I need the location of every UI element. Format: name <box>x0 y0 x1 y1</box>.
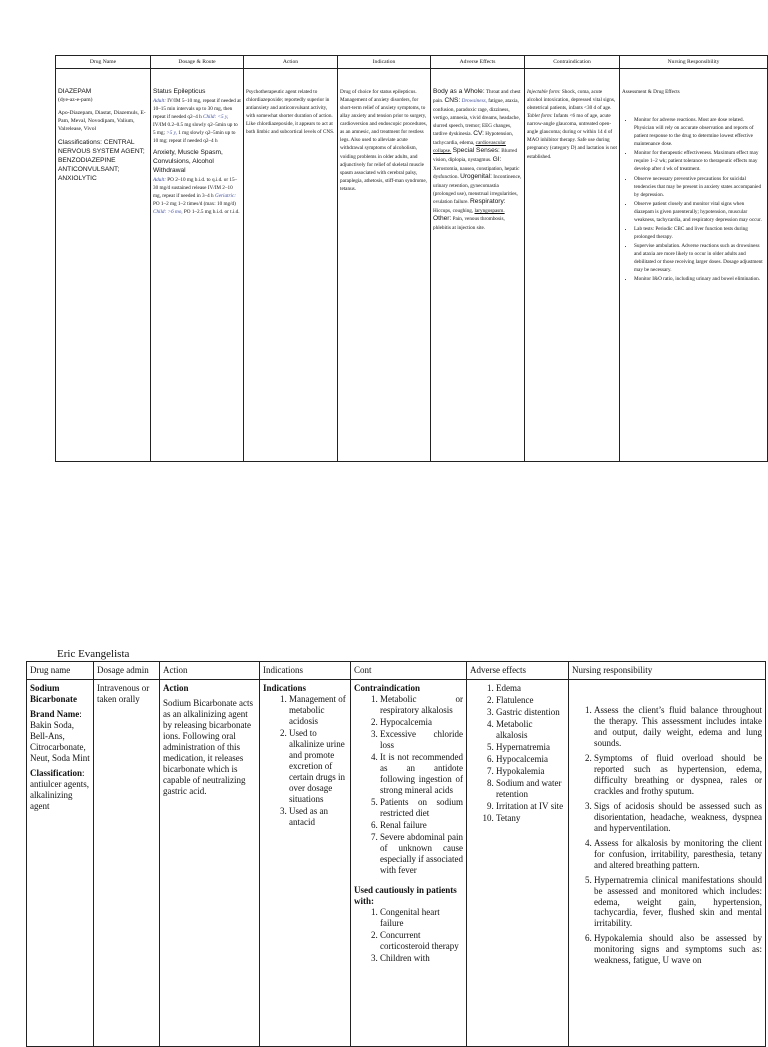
nursing-responsibility-cell <box>569 680 766 1047</box>
table-row <box>56 69 768 462</box>
list-item: 4. Metabolic alkalosis <box>496 719 565 741</box>
drug-name: Sodium Bicarbonate <box>30 683 77 704</box>
dosage-route-cell <box>151 69 244 462</box>
drug-brands: Apo-Diazepam, Diastat, Diazemuls, E-Pam, Meval, Novodipam, Valium, Valrelease, Vivol <box>58 110 146 132</box>
classification-text: antiulcer agents, alkalinizing agent <box>30 778 89 811</box>
dosage-text: PO 1–2 mg 1–2 times/d (max: 10 mg/d) <box>153 201 236 208</box>
contraindication-cell <box>525 69 620 462</box>
nursing-list <box>622 116 765 283</box>
list-item: 1. Congenital heart failure <box>380 907 463 929</box>
brand-name-block: Brand Name: Bakin Soda, Bell-Ans, Citrocarbonate, Neut, Soda Mint <box>30 708 90 763</box>
adverse-text: Xerostomia, nausea, constipation, hepatic dysfunction. <box>433 165 520 180</box>
adverse-effects-cell <box>467 680 569 1047</box>
adverse-text: Hypotension, tachycardia, edema, <box>433 130 514 146</box>
adverse-text: fatigue, ataxia, confusion, paradoxic rage, dizziness, vertigo, amnesia, vivid dreams, headache, slurred speech, tremor; EEG changes, tardive dyskinesia. <box>433 97 521 137</box>
label-child: Child: <box>153 209 167 216</box>
dosage-admin-text: Intravenous or taken orally <box>97 683 150 704</box>
list-item: • Lab tests: Periodic CBC and liver function tests during prolonged therapy. <box>634 225 765 241</box>
label-injectable-form: Injectable form: <box>527 89 561 95</box>
nursing-responsibility-cell <box>620 69 768 462</box>
list-item: 3. Sigs of acidosis should be assessed such as disorientation, headache, weakness, dyspnea and hyperventilation. <box>594 801 762 834</box>
list-item: 5. Patients on sodium restricted diet <box>380 797 463 819</box>
action-cell <box>160 680 260 1047</box>
list-item: 4. It is not recommended as an antidote following ingestion of strong mineral acids <box>380 752 463 796</box>
header-action: Action <box>160 662 260 680</box>
dosage-adult-1 <box>153 97 241 145</box>
table-header-row <box>27 662 766 680</box>
contra-title: Contraindication <box>354 683 421 693</box>
label-tablet-form: Tablet form: <box>527 113 553 120</box>
list-item: • Observe patient closely and monitor vital signs when diazepam is given parenterally; hypotension, muscular weakness, tachycardia, and respiratory depression may occur. <box>634 200 765 224</box>
dosage-admin-cell <box>94 680 160 1047</box>
contra-text: Shock, coma, acute alcohol intoxication, depressed vital signs, obstetrical patients, infants <30 d of age. <box>527 89 616 112</box>
label-urogenital: Urogenital: <box>460 172 492 180</box>
list-item: 2. Concurrent corticosteroid therapy <box>380 930 463 952</box>
label-child-age: >5 y, <box>166 130 177 137</box>
adverse-effects-list <box>470 683 565 824</box>
caution-list <box>354 907 463 964</box>
author-name: Eric Evangelista <box>57 648 130 660</box>
adverse-effects-text <box>433 88 522 232</box>
list-item: 7. Hypokalemia <box>496 766 565 777</box>
header-indications: Indications <box>260 662 351 680</box>
header-indication: Indication <box>338 56 431 69</box>
list-item: 9. Irritation at IV site <box>496 801 565 812</box>
label-child-age: <5 y, <box>217 114 229 121</box>
header-contraindication: Contraindication <box>525 56 620 69</box>
label-adult: Adult: <box>153 97 166 104</box>
caution-title: Used cautiously in patients with: <box>354 885 457 907</box>
list-item: 7. Severe abdominal pain of unknown cause especially if associated with fever <box>380 832 463 876</box>
nursing-list <box>572 705 762 966</box>
label-gi: GI: <box>492 155 502 163</box>
list-item: • Observe necessary preventive precautions for suicidal tendencies that may be present in anxiety states accompanied by depression. <box>634 175 765 199</box>
list-item: 3. Children with <box>380 953 463 964</box>
label-child: Child: <box>202 114 217 121</box>
adverse-text: Pain, venous thrombosis, phlebitis at injection site. <box>433 215 505 231</box>
label-child-age: >6 mo, <box>167 209 183 216</box>
drug-name: DIAZEPAM <box>58 88 92 95</box>
diazepam-drug-table <box>55 55 768 462</box>
list-item: 1. Management of metabolic acidosis <box>289 694 347 727</box>
label-brand-name: Brand Name <box>30 708 80 719</box>
label-body-as-whole: Body as a Whole: <box>433 88 485 95</box>
list-item: 4. Assess for alkalosis by monitoring the client for confusion, irritability, paresthesia, tetany and altered breathing pattern. <box>594 838 762 871</box>
adverse-text-underlined: cardiovascular collapse. <box>433 139 506 154</box>
label-respiratory: Respiratory: <box>470 197 506 205</box>
list-item: • Monitor I&O ratio, including urinary and bowel elimination. <box>634 275 765 283</box>
label-special-senses: Special Senses: <box>452 146 500 154</box>
list-item: 3. Gastric distention <box>496 707 565 718</box>
header-adverse-effects: Adverse effects <box>467 662 569 680</box>
drug-classifications: Classifications: CENTRAL NERVOUS SYSTEM AGENT; BENZODIAZEPINE ANTICONVULSANT; ANXIOLYTIC <box>58 139 145 182</box>
dosage-text: IV/IM 0.2–0.5 mg slowly q2–5min up to 5 mg; <box>153 122 238 137</box>
list-item: 1. Metabolic or respiratory alkalosis <box>380 694 463 716</box>
header-dosage-admin: Dosage admin <box>94 662 160 680</box>
list-item: 5. Hypernatremia <box>496 742 565 753</box>
contraindication-cell <box>351 680 467 1047</box>
adverse-effects-cell <box>431 69 525 462</box>
list-item: 10. Tetany <box>496 813 565 824</box>
action-title: Action <box>163 683 189 693</box>
list-item: • Monitor for therapeutic effectiveness. Maximum effect may require 1–2 wk; patient tolerance to therapeutic effects may develop after 4 wk of treatment. <box>634 149 765 173</box>
list-item: 6. Hypocalcemia <box>496 754 565 765</box>
list-item: • Monitor for adverse reactions. Most are dose related. Physician will rely on accurate observation and reports of patient response to the drug to determine lowest effective maintenance dose. <box>634 116 765 148</box>
label-cns: CNS: <box>444 96 461 104</box>
dosage-heading-anxiety: Anxiety, Muscle Spasm, Convulsions, Alcohol Withdrawal <box>153 149 223 175</box>
header-drug-name: Drug Name <box>56 56 151 69</box>
list-item: • Supervise ambulation. Adverse reactions such as drowsiness and ataxia are more likely to occur in older adults and debilitated or those receiving larger doses. Dosage adjustment may be necessary. <box>634 242 765 274</box>
table-row <box>27 680 766 1047</box>
contra-text: Infants <6 mo of age, acute narrow-angle glaucoma, untreated open-angle glaucoma; during or within 14 d of MAO inhibitor therapy. Safe use during pregnancy (category D) and lactation is not established. <box>527 113 617 160</box>
list-item: 2. Hypocalcemia <box>380 717 463 728</box>
dosage-heading-status-epilepticus: Status Epilepticus <box>153 88 206 95</box>
brand-names: Bakin Soda, Bell-Ans, Citrocarbonate, Neut, Soda Mint <box>30 719 90 763</box>
drug-name-cell <box>56 69 151 462</box>
list-item: 3. Excessive chloride loss <box>380 729 463 751</box>
adverse-text: Throat and chest pain. <box>433 89 521 104</box>
nursing-section-title: Assessment & Drug Effects <box>622 89 680 95</box>
list-item: 6. Renal failure <box>380 820 463 831</box>
list-item: 8. Sodium and water retention <box>496 778 565 800</box>
action-text: Psychotherapeutic agent related to chlordiazepoxide; reportedly superior in antianxiety and anticonvulsant activity, with somewhat shorter duration of action. Like chlordiazepoxide, it appears to act at both limbic and subcortical levels of CNS. <box>246 89 335 136</box>
list-item: 2. Flatulence <box>496 695 565 706</box>
sodium-bicarbonate-drug-table <box>26 661 766 1047</box>
contraindication-text <box>527 88 617 161</box>
list-item: 1. Assess the client’s fluid balance throughout the therapy. This assessment includes intake and output, daily weight, edema and lung sounds. <box>594 705 762 749</box>
label-cv: CV: <box>473 129 484 137</box>
contra-list <box>354 694 463 876</box>
dosage-text: IV/IM 5–10 mg, repeat if needed at 10–15 min intervals up to 30 mg, then repeat if needed q2–4 h <box>153 97 241 121</box>
header-drug-name: Drug name <box>27 662 94 680</box>
header-nursing-responsibility: Nursing Responsibility <box>620 56 768 69</box>
header-nursing-responsibility: Nursing responsibility <box>569 662 766 680</box>
adverse-text-emphasis: Drowsiness, <box>461 97 487 104</box>
label-other: Other: <box>433 214 452 222</box>
adverse-text-underlined: laryngospasm. <box>474 207 505 214</box>
indications-cell <box>260 680 351 1047</box>
action-cell <box>244 69 338 462</box>
indication-cell <box>338 69 431 462</box>
drug-pronunciation: (dye-az-e-pam) <box>58 96 93 103</box>
adverse-text: Blurred vision, diplopia, nystagmus. <box>433 147 518 163</box>
dosage-text: 1 mg slowly q2–5min up to 10 mg; repeat if needed q2–4 h <box>153 130 236 145</box>
header-adverse-effects: Adverse Effects <box>431 56 525 69</box>
list-item: 6. Hypokalemia should also be assessed by monitoring signs and symptoms such as: weakness, fatigue, U wave on <box>594 933 762 966</box>
list-item: 3. Used as an antacid <box>289 806 347 828</box>
indications-list <box>263 694 347 828</box>
label-classification: Classification <box>30 767 83 778</box>
label-adult: Adult: <box>153 176 166 183</box>
label-geriatric: Geriatric: <box>214 193 236 200</box>
drug-name-cell <box>27 680 94 1047</box>
classification-block: Classification: antiulcer agents, alkalinizing agent <box>30 767 89 811</box>
dosage-text: PO 1–2.5 mg b.i.d. or t.i.d. <box>183 209 240 216</box>
list-item: 2. Used to alkalinize urine and promote excretion of certain drugs in over dosage situations <box>289 728 347 805</box>
indication-text: Drug of choice for status epilepticus. Management of anxiety disorders, for short-term relief of anxiety symptoms, to allay anxiety and tension prior to surgery, cardioversion and endoscopic procedures, as an amnesic, and treatment for restless legs. Also used to alleviate acute withdrawal symptoms of alcoholism, voiding problems in older adults, and adjunctively for relief of skeletal muscle spasm associated with cerebral palsy, paraplegia, athetosis, stiff-man syndrome, tetanus. <box>340 89 428 192</box>
header-action: Action <box>244 56 338 69</box>
dosage-adult-2 <box>153 176 241 216</box>
adverse-text: Hiccups, coughing, <box>433 207 474 214</box>
indications-title: Indications <box>263 683 307 693</box>
dosage-text: PO 2–10 mg b.i.d. to q.i.d. or 15–30 mg/d sustained release IV/IM 2–10 mg, repeat if needed in 3–4 h <box>153 176 238 200</box>
list-item: 2. Symptoms of fluid overload should be reported such as hypertension, edema, difficulty breathing or dyspnea, rales or crackles and frothy sputum. <box>594 753 762 797</box>
table-header-row <box>56 56 768 69</box>
list-item: 5. Hypernatremia clinical manifestations should be assessed and monitored which includes: edema, weight gain, hypertension, tachycardia, fever, flushed skin and mental irritability. <box>594 875 762 930</box>
header-cont: Cont <box>351 662 467 680</box>
list-item: 1. Edema <box>496 683 565 694</box>
adverse-text: Incontinence, urinary retention, gynecomastia (prolonged use), menstrual irregularities, ovulation failure. <box>433 173 522 205</box>
header-dosage-route: Dosage & Route <box>151 56 244 69</box>
action-text: Sodium Bicarbonate acts as an alkalinizing agent by releasing bicarbonate ions. Following oral administration of this medication, it releases bicarbonate which is capable of neutralizing gastric acid. <box>163 697 253 796</box>
